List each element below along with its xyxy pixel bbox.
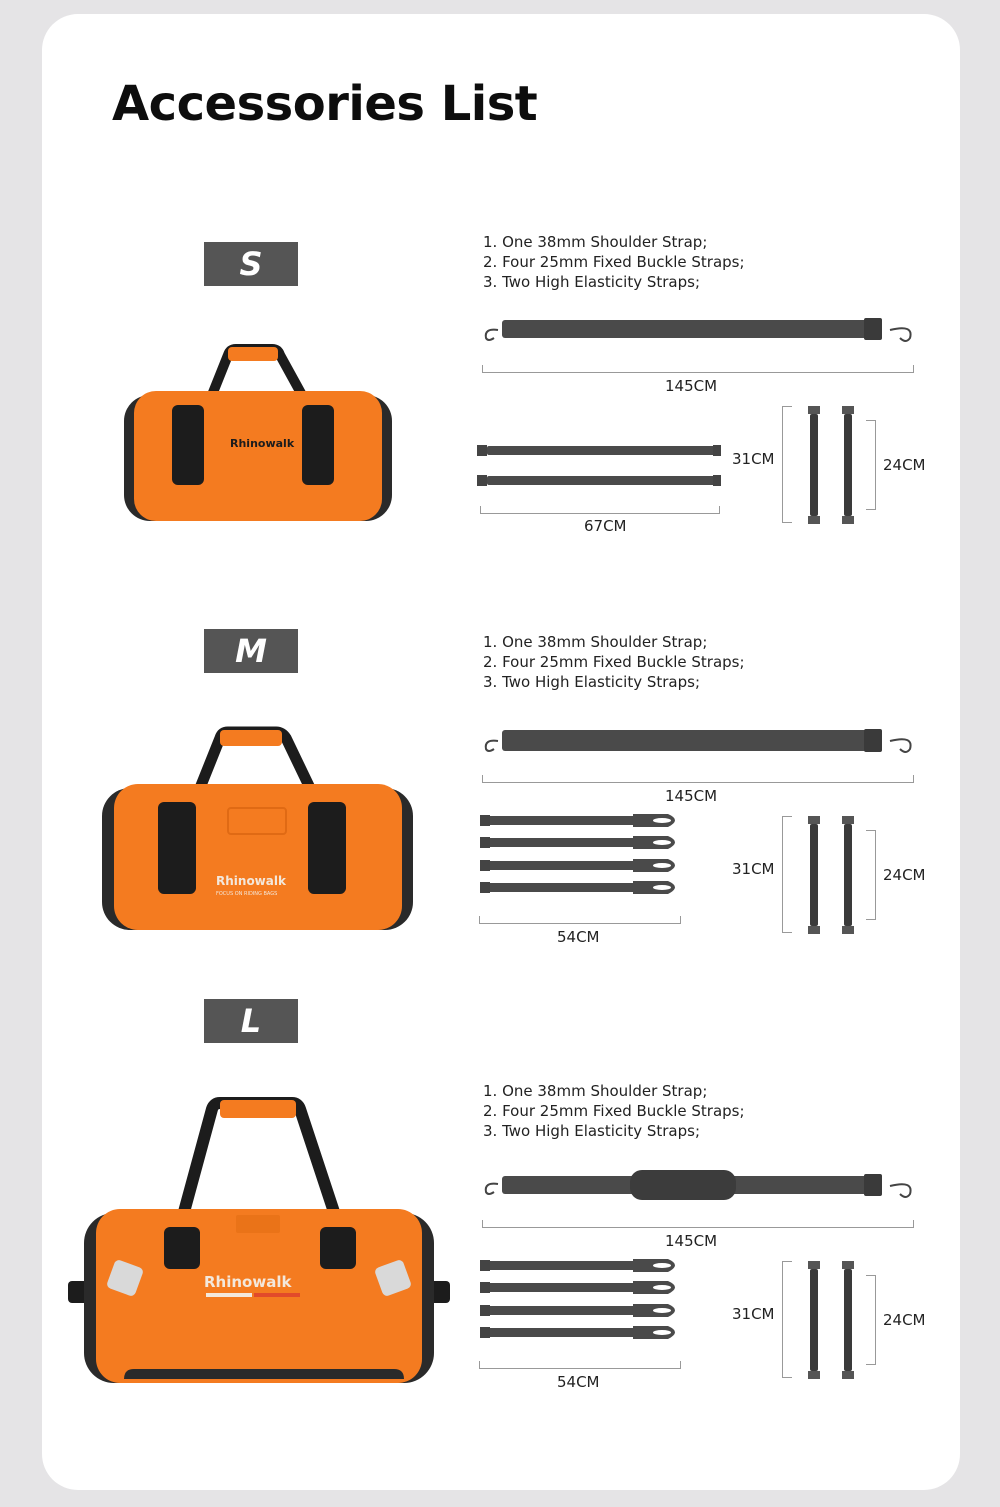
brand-logo: Rhinowalk	[216, 874, 286, 888]
size-badge: M	[204, 629, 298, 673]
accessories-list	[483, 1081, 745, 1141]
accessory-item: 1. One 38mm Shoulder Strap;	[483, 1082, 708, 1100]
elastic-strap-inner-length: 24CM	[883, 866, 926, 884]
elastic-strap-inner-length: 24CM	[883, 456, 926, 474]
accessory-item: 2. Four 25mm Fixed Buckle Straps;	[483, 653, 745, 671]
elastic-strap-total-length: 31CM	[732, 860, 775, 878]
buckle-straps-image	[475, 443, 725, 488]
dimension-line	[480, 506, 720, 514]
dimension-line	[482, 775, 914, 783]
size-badge: L	[204, 999, 298, 1043]
brand-logo: Rhinowalk	[204, 1273, 292, 1291]
duffel-bag-s-image	[120, 345, 395, 525]
dimension-line	[782, 1261, 792, 1378]
dimension-line	[482, 365, 914, 373]
accessory-item: 3. Two High Elasticity Straps;	[483, 673, 701, 691]
dimension-line	[782, 406, 792, 523]
shoulder-strap-length: 145CM	[665, 1232, 718, 1250]
shoulder-strap-length: 145CM	[665, 377, 718, 395]
elastic-strap-inner-length: 24CM	[883, 1311, 926, 1329]
shoulder-strap-image	[480, 1170, 920, 1204]
buckle-straps-image	[478, 812, 688, 902]
shoulder-strap-length: 145CM	[665, 787, 718, 805]
accessory-item: 1. One 38mm Shoulder Strap;	[483, 633, 708, 651]
duffel-bag-m-image	[100, 728, 415, 933]
buckle-strap-length: 54CM	[557, 928, 600, 946]
size-badge: S	[204, 242, 298, 286]
dimension-line	[482, 1220, 914, 1228]
page-title: Accessories List	[112, 76, 538, 132]
brand-logo: Rhinowalk	[230, 437, 295, 450]
elastic-straps-image	[804, 1261, 854, 1379]
accessory-item: 3. Two High Elasticity Straps;	[483, 273, 701, 291]
elastic-straps-image	[804, 816, 854, 934]
dimension-line	[479, 1361, 681, 1369]
accessory-item: 2. Four 25mm Fixed Buckle Straps;	[483, 253, 745, 271]
shoulder-strap-image	[480, 316, 920, 346]
buckle-straps-image	[478, 1257, 688, 1347]
accessory-item: 1. One 38mm Shoulder Strap;	[483, 233, 708, 251]
svg-text:FOCUS ON RIDING BAGS: FOCUS ON RIDING BAGS	[216, 891, 278, 897]
shoulder-strap-image	[480, 727, 920, 757]
accessories-list	[483, 632, 745, 692]
duffel-bag-l-image	[64, 1097, 454, 1387]
dimension-line	[782, 816, 792, 933]
accessory-item: 2. Four 25mm Fixed Buckle Straps;	[483, 1102, 745, 1120]
dimension-line	[866, 1275, 876, 1365]
accessory-item: 3. Two High Elasticity Straps;	[483, 1122, 701, 1140]
accessories-list	[483, 232, 745, 292]
buckle-strap-length: 54CM	[557, 1373, 600, 1391]
dimension-line	[479, 916, 681, 924]
dimension-line	[866, 830, 876, 920]
elastic-strap-total-length: 31CM	[732, 1305, 775, 1323]
elastic-straps-image	[804, 406, 854, 524]
dimension-line	[866, 420, 876, 510]
elastic-strap-total-length: 31CM	[732, 450, 775, 468]
buckle-strap-length: 67CM	[584, 517, 627, 535]
